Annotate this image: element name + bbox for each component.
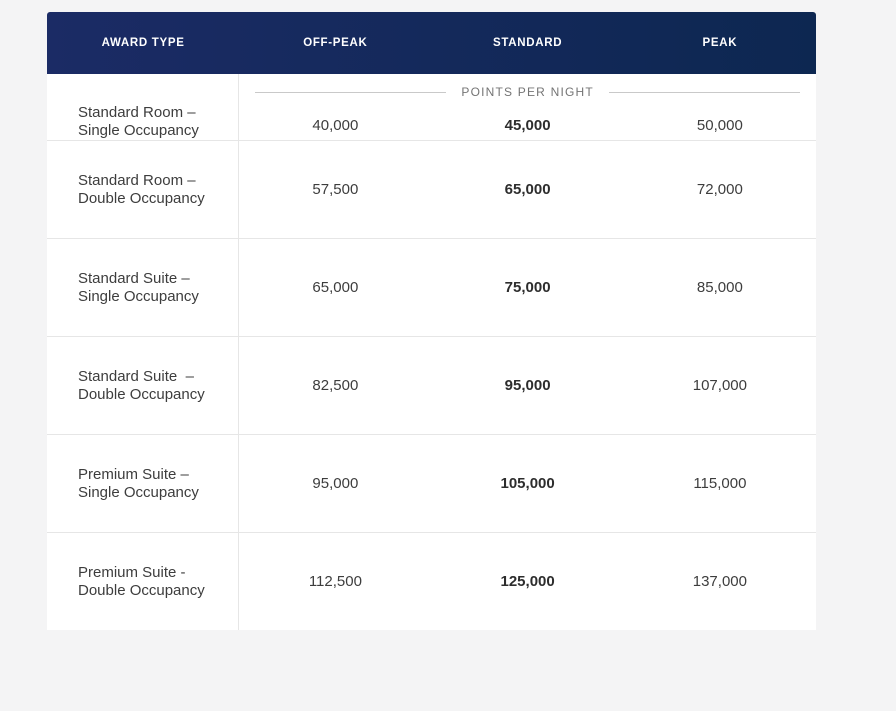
award-type-line2: Double Occupancy [78,385,205,403]
column-header-off-peak: OFF-PEAK [303,37,368,49]
table-row [47,238,816,336]
peak-value: 50,000 [696,116,743,134]
column-header-award-type: AWARD TYPE [101,37,185,49]
table-row [47,74,816,140]
band-rule-left [255,92,446,93]
award-type-line2: Single Occupancy [78,122,199,139]
standard-value: 105,000 [500,475,555,492]
table-row [47,532,816,630]
award-type-cell [47,337,239,434]
award-type-line1: Premium Suite – [78,465,189,483]
points-per-night-label: POINTS PER NIGHT [461,85,594,99]
award-type-cell [47,74,239,140]
table-row [47,434,816,532]
peak-value: 115,000 [693,475,747,492]
award-type-line1: Premium Suite - [78,563,186,581]
peak-value: 137,000 [692,573,747,590]
off-peak-value: 65,000 [312,279,359,296]
data-area [239,74,816,140]
award-type-line1: Standard Suite – [78,367,194,385]
award-type-line2: Double Occupancy [78,581,205,599]
table-row [47,336,816,434]
off-peak-value: 57,500 [312,181,359,198]
award-type-line1: Standard Suite – [78,269,190,287]
standard-value: 65,000 [504,181,551,198]
award-type-cell [47,239,239,336]
award-type-line2: Double Occupancy [78,189,205,207]
award-type-cell [47,533,239,630]
award-type-line1: Standard Room – [78,171,196,189]
value-row [239,337,816,434]
column-header-peak: PEAK [702,37,738,49]
value-row [239,110,816,140]
off-peak-value: 95,000 [312,475,359,492]
band-rule-right [609,92,800,93]
value-row [239,435,816,532]
standard-value: 95,000 [504,377,551,394]
award-type-line1: Standard Room – [78,104,196,121]
award-pricing-table [47,12,816,630]
table-header-row [47,12,816,74]
award-type-line2: Single Occupancy [78,287,199,305]
standard-value: 75,000 [504,279,551,296]
off-peak-value: 112,500 [308,573,362,590]
value-row [239,141,816,238]
standard-value: 125,000 [500,573,555,590]
standard-value: 45,000 [504,116,551,134]
peak-value: 107,000 [692,377,747,394]
column-header-standard: STANDARD [492,37,563,49]
award-type-cell [47,141,239,238]
value-row [239,239,816,336]
table-body [47,74,816,630]
peak-value: 85,000 [696,279,743,296]
off-peak-value: 82,500 [312,377,359,394]
value-row [239,533,816,630]
off-peak-value: 40,000 [312,116,359,134]
points-per-night-band [239,74,816,110]
peak-value: 72,000 [696,181,743,198]
table-row [47,140,816,238]
award-type-cell [47,435,239,532]
award-type-line2: Single Occupancy [78,483,199,501]
